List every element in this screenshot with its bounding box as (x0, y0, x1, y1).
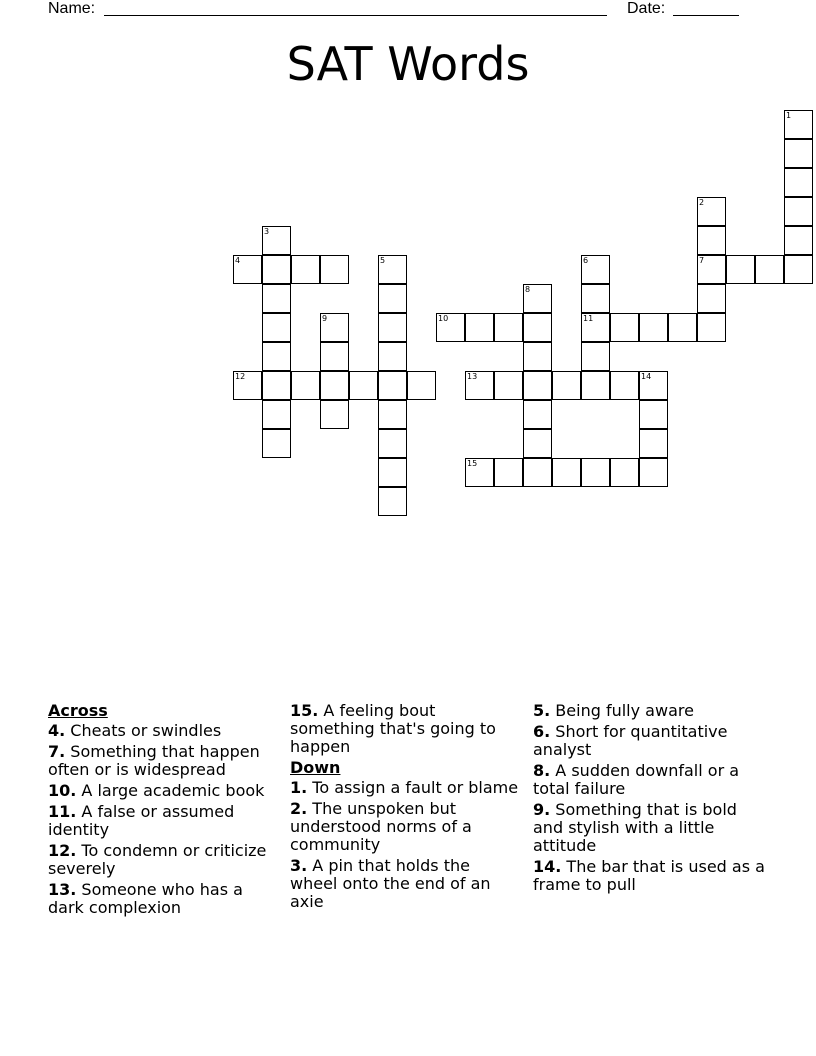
clue-item (533, 702, 768, 720)
grid-cell[interactable] (378, 429, 407, 458)
grid-cell[interactable] (494, 458, 523, 487)
clue-item-text: To condemn or criticize severely (48, 841, 267, 878)
clue-item-text: Cheats or swindles (65, 721, 222, 740)
grid-cell[interactable] (262, 226, 291, 255)
clue-item-number: 4. (48, 721, 66, 740)
clue-item-text: Something that is bold and stylish with a little attitude (533, 800, 737, 855)
grid-cell[interactable] (262, 284, 291, 313)
clue-number: 6 (583, 256, 589, 265)
grid-cell[interactable] (639, 400, 668, 429)
grid-cell[interactable] (378, 255, 407, 284)
grid-cell[interactable] (291, 371, 320, 400)
grid-cell[interactable] (378, 400, 407, 429)
clue-item-text: A pin that holds the wheel onto the end of an axie (290, 856, 491, 911)
grid-cell[interactable] (523, 458, 552, 487)
grid-cell[interactable] (523, 313, 552, 342)
clue-number: 5 (380, 256, 386, 265)
grid-cell[interactable] (581, 342, 610, 371)
grid-cell[interactable] (610, 313, 639, 342)
grid-cell[interactable] (523, 400, 552, 429)
clue-number: 11 (583, 314, 594, 323)
clue-item-text: A false or assumed identity (48, 802, 235, 839)
grid-cell[interactable] (581, 255, 610, 284)
grid-cell[interactable] (262, 313, 291, 342)
clue-item-number: 2. (290, 799, 308, 818)
grid-cell[interactable] (378, 284, 407, 313)
grid-cell[interactable] (784, 255, 813, 284)
clue-item-number: 13. (48, 880, 77, 899)
clue-number: 2 (699, 198, 705, 207)
clue-item (533, 801, 768, 855)
grid-cell[interactable] (378, 487, 407, 516)
grid-cell[interactable] (639, 458, 668, 487)
page-title: SAT Words (286, 37, 530, 91)
clue-item-number: 14. (533, 857, 562, 876)
clue-item-text: Being fully aware (550, 701, 694, 720)
grid-cell[interactable] (697, 255, 726, 284)
grid-cell[interactable] (552, 458, 581, 487)
grid-cell[interactable] (668, 313, 697, 342)
across-heading: Across (48, 701, 108, 720)
grid-cell[interactable] (523, 429, 552, 458)
grid-cell[interactable] (552, 371, 581, 400)
grid-cell[interactable] (378, 371, 407, 400)
name-label: Name: (48, 0, 96, 17)
grid-cell[interactable] (726, 255, 755, 284)
grid-cell[interactable] (639, 313, 668, 342)
grid-cell[interactable] (610, 371, 639, 400)
grid-cell[interactable] (320, 342, 349, 371)
clue-item-number: 7. (48, 742, 66, 761)
grid-cell[interactable] (320, 313, 349, 342)
clue-item-text: Something that happen often or is widespread (48, 742, 260, 779)
grid-cell[interactable] (262, 371, 291, 400)
clue-number: 4 (235, 256, 241, 265)
grid-cell[interactable] (262, 400, 291, 429)
grid-cell[interactable] (581, 313, 610, 342)
clue-item (48, 722, 280, 740)
grid-cell[interactable] (320, 371, 349, 400)
grid-cell[interactable] (784, 139, 813, 168)
grid-cell[interactable] (262, 255, 291, 284)
grid-cell[interactable] (494, 371, 523, 400)
clue-item-number: 12. (48, 841, 77, 860)
grid-cell[interactable] (581, 284, 610, 313)
clue-item-number: 11. (48, 802, 77, 821)
grid-cell[interactable] (639, 371, 668, 400)
clue-item-number: 15. (290, 701, 319, 720)
clue-number: 3 (264, 227, 270, 236)
clue-item (290, 779, 520, 797)
clue-item (48, 842, 280, 878)
grid-cell[interactable] (349, 371, 378, 400)
grid-cell[interactable] (378, 342, 407, 371)
grid-cell[interactable] (523, 284, 552, 313)
grid-cell[interactable] (523, 342, 552, 371)
grid-cell[interactable] (755, 255, 784, 284)
clue-item-number: 8. (533, 761, 551, 780)
grid-cell[interactable] (697, 284, 726, 313)
grid-cell[interactable] (639, 429, 668, 458)
grid-cell[interactable] (697, 197, 726, 226)
grid-cell[interactable] (697, 226, 726, 255)
grid-cell[interactable] (610, 458, 639, 487)
clue-item-text: A large academic book (76, 781, 265, 800)
clue-number: 10 (438, 314, 449, 323)
grid-cell[interactable] (436, 313, 465, 342)
grid-cell[interactable] (378, 313, 407, 342)
clue-item-text: The bar that is used as a frame to pull (533, 857, 765, 894)
clue-column-2 (290, 702, 520, 914)
clue-number: 8 (525, 285, 531, 294)
clue-item-number: 10. (48, 781, 77, 800)
clue-item-text: The unspoken but understood norms of a community (290, 799, 472, 854)
date-label: Date: (627, 0, 666, 17)
grid-cell[interactable] (465, 371, 494, 400)
grid-cell[interactable] (465, 458, 494, 487)
grid-cell[interactable] (291, 255, 320, 284)
clue-column-1 (48, 702, 280, 920)
clue-number: 1 (786, 111, 792, 120)
clue-number: 13 (467, 372, 478, 381)
grid-cell[interactable] (378, 458, 407, 487)
clue-item-number: 5. (533, 701, 551, 720)
clue-item (48, 881, 280, 917)
grid-cell[interactable] (784, 110, 813, 139)
grid-cell[interactable] (784, 226, 813, 255)
grid-cell[interactable] (523, 371, 552, 400)
clue-column-3 (533, 702, 768, 897)
clue-item (290, 857, 520, 911)
grid-cell[interactable] (465, 313, 494, 342)
clue-number: 12 (235, 372, 246, 381)
clue-item-text: Someone who has a dark complexion (48, 880, 243, 917)
grid-cell[interactable] (697, 313, 726, 342)
grid-cell[interactable] (262, 342, 291, 371)
clue-item (533, 723, 768, 759)
grid-cell[interactable] (581, 371, 610, 400)
clue-number: 7 (699, 256, 705, 265)
clue-item-number: 6. (533, 722, 551, 741)
clue-item (48, 743, 280, 779)
grid-cell[interactable] (407, 371, 436, 400)
clue-number: 9 (322, 314, 328, 323)
clue-item-number: 3. (290, 856, 308, 875)
grid-cell[interactable] (233, 371, 262, 400)
clue-item-text: A sudden downfall or a total failure (533, 761, 740, 798)
grid-cell[interactable] (784, 168, 813, 197)
clue-item (290, 702, 520, 756)
clue-item-number: 9. (533, 800, 551, 819)
grid-cell[interactable] (233, 255, 262, 284)
clue-item-text: Short for quantitative analyst (533, 722, 728, 759)
clue-item-text: A feeling bout something that's going to happen (290, 701, 496, 756)
clue-item-number: 1. (290, 778, 308, 797)
grid-cell[interactable] (581, 458, 610, 487)
down-heading: Down (290, 758, 341, 777)
clue-item (48, 803, 280, 839)
clue-number: 14 (641, 372, 652, 381)
clue-item (533, 858, 768, 894)
clue-number: 15 (467, 459, 478, 468)
clue-item-text: To assign a fault or blame (307, 778, 519, 797)
grid-cell[interactable] (320, 400, 349, 429)
clue-item (290, 800, 520, 854)
clue-item (48, 782, 280, 800)
grid-cell[interactable] (262, 429, 291, 458)
clue-item (533, 762, 768, 798)
grid-cell[interactable] (494, 313, 523, 342)
grid-cell[interactable] (784, 197, 813, 226)
grid-cell[interactable] (320, 255, 349, 284)
